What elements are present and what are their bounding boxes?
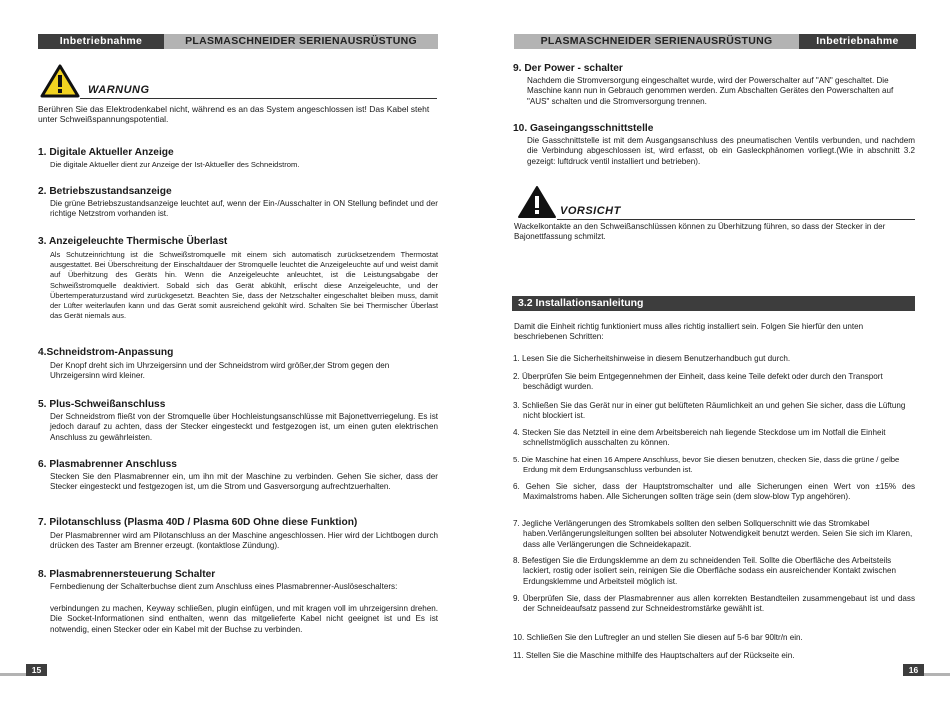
- install-step: 6. Gehen Sie sicher, dass der Hauptstromschalter und alle Sicherungen einen Wert von ±15% des Maximalstroms haben. Alle Sicherungen sollten träge sein (dem slow-blow Typ angehören).: [513, 482, 915, 502]
- right-header-title: PLASMASCHNEIDER SERIENAUSRÜSTUNG: [514, 34, 799, 49]
- caution-text: Wackelkontakte an den Schweißanschlüssen können zu Überhitzung führen, so dass der Stecker in der Bajonettfassung schmilzt.: [514, 222, 886, 242]
- section-title: 5. Plus-Schweißanschluss: [38, 399, 166, 410]
- section-title: 6. Plasmabrenner Anschluss: [38, 459, 177, 470]
- section-text: Der Schneidstrom fließt von der Stromquelle über Hochleistungsanschlüsse mit Bajonettverriegelung. Es ist jedoch darauf zu achten, dass der Stecker eingesteckt und festgezogen ist, um einen guten elektrischen Anschluss zu gewährleisten.: [50, 412, 438, 442]
- section-title: 8. Plasmabrennersteuerung Schalter: [38, 569, 216, 580]
- install-step: 1. Lesen Sie die Sicherheitshinweise in diesem Benutzerhandbuch gut durch.: [513, 354, 791, 363]
- section-text: Fernbedienung der Schalterbuchse dient zum Anschluss eines Plasmabrenner-Auslöseschalters:: [50, 582, 398, 591]
- left-header-title: PLASMASCHNEIDER SERIENAUSRÜSTUNG: [164, 34, 438, 49]
- section-text: Der Plasmabrenner wird am Pilotanschluss an der Maschine angeschlossen. Hier wird der Lichtbogen durch drücken des Taster am Brenner erzeugt. (kontaktlose Zündung).: [50, 531, 438, 551]
- page-number-bar: [0, 673, 26, 676]
- section-title: 7. Pilotanschluss (Plasma 40D / Plasma 60D Ohne diese Funktion): [38, 517, 358, 528]
- page-number: 15: [26, 664, 47, 676]
- install-step: 4. Stecken Sie das Netzteil in eine dem Arbeitsbereich nah liegende Steckdose um im Notfall die Einheit schnellstmöglich ausschalten zu können.: [513, 428, 886, 448]
- section-title: 3. Anzeigeleuchte Thermische Überlast: [38, 236, 228, 247]
- section-text: Die grüne Betriebszustandsanzeige leuchtet auf, wenn der Ein-/Ausschalter in ON Stellung befindet und der richtige Netzstrom vorhanden ist.: [50, 199, 438, 219]
- caution-label: VORSICHT: [560, 205, 621, 217]
- section-heading-3-2: 3.2 Installationsanleitung: [512, 296, 915, 311]
- left-header: [38, 34, 438, 49]
- installation-intro: Damit die Einheit richtig funktioniert muss alles richtig installiert sein. Folgen Sie hierfür den unten beschriebenen Schritten:: [514, 322, 864, 342]
- install-step: 5. Die Maschine hat einen 16 Ampere Anschluss, bevor Sie diesen benutzen, checken Sie, dass die grüne / gelbe Erdung mit dem Erdungsanschluss verbunden ist.: [513, 455, 900, 475]
- section-text: Stecken Sie den Plasmabrenner ein, um ihn mit der Maschine zu verbinden. Gehen Sie sicher, dass der Stecker eingesteckt und festgezogen ist, um die Strom und Gasversorgung aufrechtzuerhalten.: [50, 472, 438, 492]
- caution-rule: [557, 219, 915, 220]
- left-header-tab: Inbetriebnahme: [38, 34, 164, 49]
- section-title: 4.Schneidstrom-Anpassung: [38, 347, 174, 358]
- right-header: [514, 34, 916, 49]
- warning-rule: [80, 98, 437, 99]
- section-text: Der Knopf dreht sich im Uhrzeigersinn und der Schneidstrom wird größer,der Strom gegen den Uhrzeigersinn wird kleiner.: [50, 361, 390, 381]
- right-header-tab: Inbetriebnahme: [799, 34, 916, 49]
- page-number-bar: [924, 673, 950, 676]
- page-number: 16: [903, 664, 924, 676]
- section-title: 9. Der Power - schalter: [513, 63, 623, 74]
- install-step: 2. Überprüfen Sie beim Entgegennehmen der Einheit, dass keine Teile defekt oder durch den Transport beschädigt wurden.: [513, 372, 883, 392]
- warning-text: Berühren Sie das Elektrodenkabel nicht, während es an das System angeschlossen ist! Das Kabel steht unter Schweißspannungspotential.: [38, 104, 430, 125]
- install-step: 3. Schließen Sie das Gerät nur in einer gut belüfteten Räumlichkeit an und gehen Sie sicher, dass die Lüftung nicht blockiert ist.: [513, 401, 906, 421]
- install-step: 8. Befestigen Sie die Erdungsklemme an dem zu schneidenden Teil. Sollte die Oberfläche des Arbeitsteils lackiert, rostig oder isoliert sein, reinigen Sie die Oberfläche sodass ein ausreichender Kontakt zwischen Erdungsklemme und Arbeitsteil möglich ist.: [513, 556, 896, 586]
- warning-label: WARNUNG: [88, 84, 150, 96]
- install-step: 11. Stellen Sie die Maschine mithilfe des Hauptschalters auf der Rückseite ein.: [513, 651, 795, 660]
- section-text-continued: verbindungen zu machen, Keyway schließen, plugin einfügen, und mit kragen voll im uhrzeigersinn drehen. Die Socket-Informationen sind enthalten, wenn das mitgelieferte Kabel nicht geeignet ist und Es ist notwendig, einen Stecker oder ein Kabel mit der Buchse zu verbinden.: [50, 604, 438, 634]
- section-text: Als Schutzeinrichtung ist die Schweißstromquelle mit einem sich automatisch zurücksetzendem Thermostat ausgestattet. Bei Überschreitung der Einschaltdauer der Stromquelle leuchtet die Anzeigeleuchte auf und weist damit auf Überhitzung des Geräts hin. Wenn die Anzeigeleuchte anleuchtet, ist die Leistungsabgabe der Schweißstromquelle deaktiviert. Sobald sich das Gerät abkühlt, erlischt diese Anzeigeleuchte, und der Übertemperaturzustand wird zurückgesetzt. Beachten Sie, dass der Netzschalter eingeschaltet bleiben muss, damit der Lüfter weiterlaufen kann und das Gerät somit ausreichend gekühlt wird. Schalten Sie bei Thermischer Überlast das Gerät niemals aus.: [50, 250, 438, 321]
- caution-triangle-icon: [517, 185, 557, 219]
- section-title: 10. Gaseingangsschnittstelle: [513, 123, 654, 134]
- section-title: 1. Digitale Aktueller Anzeige: [38, 147, 174, 158]
- install-step: 10. Schließen Sie den Luftregler an und stellen Sie diesen auf 5-6 bar 90ltr/n ein.: [513, 633, 803, 642]
- section-text: Die Gasschnittstelle ist mit dem Ausgangsanschluss des pneumatischen Ventils verbunden, und nachdem die Verbindung abgeschlossen ist, wird erfasst, ob ein Gasleckphänomen vorliegt.(Wie in abschnitt 3.2 gezeigt: luftdruck ventil installiert und betrieben).: [527, 136, 915, 166]
- install-step: 9. Überprüfen Sie, dass der Plasmabrenner aus allen korrekten Bestandteilen zusammengebaut ist und dass der Schneideaufsatz passend zur Schneidestromstärke gewählt ist.: [513, 594, 915, 614]
- section-title: 2. Betriebszustandsanzeige: [38, 186, 172, 197]
- section-text: Die digitale Aktueller dient zur Anzeige der Ist-Aktueller des Schneidstrom.: [50, 160, 300, 169]
- section-text: Nachdem die Stromversorgung eingeschaltet wurde, wird der Powerschalter auf "AN" geschaltet. Die Maschine kann nun in Gebrauch genommen werden. Zum Abschalten Gerätes den Powerschalten auf "AUS" schalten und die Stromversorgung trennen.: [527, 76, 894, 106]
- install-step: 7. Jegliche Verlängerungen des Stromkabels sollten den selben Sollquerschnitt wie das Stromkabel haben.Verlängerungsleitungen sollten bei absoluter Notwendigkeit benutzt werden. Seien Sie sich im Klaren, dass alle Verlängerungen die Schneidekapazit.: [513, 519, 913, 549]
- warning-triangle-icon: [40, 64, 80, 98]
